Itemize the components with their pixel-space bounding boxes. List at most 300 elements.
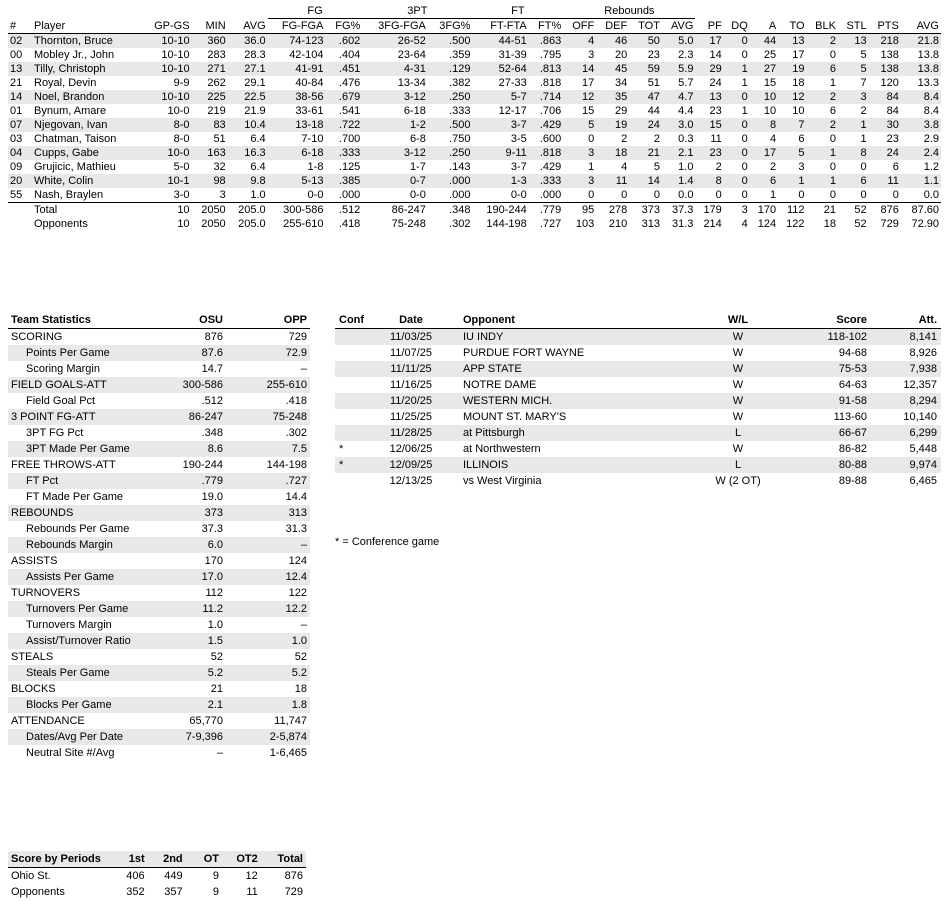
player-def-reb: 35 <box>614 91 628 103</box>
game-attendance: 9,974 <box>909 459 937 471</box>
team-stat-osu: 17.0 <box>201 571 223 583</box>
team-stat-label: 3 POINT FG-ATT <box>11 411 96 423</box>
game-score: 80-88 <box>838 459 867 471</box>
game-result: W <box>732 363 744 375</box>
total-fg: 300-586 <box>268 203 326 218</box>
opp-def-reb: 210 <box>608 218 628 230</box>
opp-min: 2050 <box>201 218 226 230</box>
table-row <box>8 34 941 49</box>
game-result: L <box>734 427 742 439</box>
player-off-reb: 17 <box>582 77 595 89</box>
col-a: A <box>750 19 778 34</box>
team-stat-opp: 18 <box>294 683 307 695</box>
player-ft-pct: .813 <box>539 63 562 75</box>
player-gpgs: 10-10 <box>161 35 190 47</box>
player-stats-group-header-row <box>8 4 941 19</box>
schedule-col-opponent: Opponent <box>453 312 699 329</box>
player-min: 98 <box>213 175 226 187</box>
score-by-periods-table <box>8 851 306 900</box>
player-3fg: 6-18 <box>403 105 426 117</box>
player-ft: 52-64 <box>498 63 527 75</box>
player-stats-column-header-row <box>8 19 941 34</box>
player-blocks: 0 <box>829 49 836 61</box>
player-ft: 44-51 <box>498 35 527 47</box>
player-reb-avg: 0.0 <box>678 189 694 201</box>
player-3fg-pct: .750 <box>449 133 471 145</box>
player-steals: 1 <box>860 133 867 145</box>
player-assists: 15 <box>763 77 777 89</box>
col-3fg-fga: 3FG-FGA <box>362 19 428 34</box>
game-conf-marker <box>335 329 369 346</box>
player-dq: 0 <box>741 189 748 201</box>
player-reb-avg: 5.9 <box>678 63 694 75</box>
player-ft-pct: .818 <box>539 77 562 89</box>
table-row <box>8 146 941 160</box>
player-off-reb: 1 <box>588 161 595 173</box>
team-stat-osu: 112 <box>205 587 223 599</box>
group-header-3pt: 3PT <box>362 4 472 19</box>
player-steals: 2 <box>860 105 867 117</box>
player-reb-avg: 3.0 <box>678 119 694 131</box>
game-opponent: PURDUE FORT WAYNE <box>463 347 585 359</box>
player-points: 6 <box>892 161 899 173</box>
team-stat-row <box>8 681 310 697</box>
team-stat-opp: 72.9 <box>285 347 307 359</box>
spacer-cell <box>192 4 228 19</box>
player-ft-pct: .706 <box>539 105 562 117</box>
team-stat-opp: 11,747 <box>274 715 307 727</box>
player-turnovers: 18 <box>792 77 805 89</box>
total-def-reb: 278 <box>596 203 629 218</box>
player-def-reb: 46 <box>614 35 628 47</box>
game-result: L <box>734 459 742 471</box>
total-gpgs: 10 <box>142 203 192 218</box>
team-stat-row <box>8 473 310 489</box>
player-steals: 6 <box>860 175 867 187</box>
player-pts-avg: 0.0 <box>923 189 939 201</box>
col-off: OFF <box>563 19 596 34</box>
player-gpgs: 10-10 <box>161 63 190 75</box>
player-ft-pct: .600 <box>539 133 562 145</box>
opp-reb-avg: 31.3 <box>672 218 694 230</box>
player-tot-reb: 0 <box>653 189 660 201</box>
player-pf: 8 <box>715 175 722 187</box>
team-stat-label: Neutral Site #/Avg <box>26 747 115 759</box>
game-score: 75-53 <box>838 363 867 375</box>
team-stat-row <box>8 745 310 761</box>
team-total-row <box>8 203 941 218</box>
score-periods-total: 876 <box>284 870 303 882</box>
opponents-total-row <box>8 217 941 231</box>
player-def-reb: 34 <box>614 77 628 89</box>
opp-dq: 4 <box>741 218 748 230</box>
opp-label: Opponents <box>34 218 88 230</box>
total-label: Total <box>32 203 142 218</box>
player-ft-pct: .333 <box>539 175 562 187</box>
team-stat-opp: 124 <box>288 555 307 567</box>
player-steals: 5 <box>860 63 867 75</box>
team-stat-opp: .302 <box>285 427 307 439</box>
col-player: Player <box>32 19 142 34</box>
player-fg-pct: .602 <box>338 35 361 47</box>
game-date: 12/09/25 <box>389 459 433 471</box>
player-fg: 40-84 <box>295 77 324 89</box>
player-steals: 0 <box>860 161 867 173</box>
player-reb-avg: 2.3 <box>678 49 694 61</box>
player-ft-pct: .863 <box>539 35 562 47</box>
player-blocks: 2 <box>829 35 836 47</box>
player-ft-pct: .818 <box>539 147 562 159</box>
team-stat-opp: 729 <box>288 331 307 343</box>
player-turnovers: 17 <box>792 49 805 61</box>
game-result: W (2 OT) <box>715 475 761 487</box>
schedule-game-row <box>335 329 941 346</box>
team-stat-row <box>8 393 310 409</box>
team-stat-row <box>8 633 310 649</box>
player-assists: 1 <box>770 189 777 201</box>
player-number: 02 <box>10 35 23 47</box>
player-gpgs: 10-1 <box>167 175 190 187</box>
player-min: 83 <box>213 119 226 131</box>
player-off-reb: 15 <box>582 105 595 117</box>
score-periods-col-2nd: 2nd <box>148 851 186 868</box>
team-stat-label: Points Per Game <box>26 347 110 359</box>
spacer-cell <box>32 4 142 19</box>
player-reb-avg: 5.7 <box>678 77 694 89</box>
team-stat-row <box>8 649 310 665</box>
player-fg-pct: .404 <box>338 49 361 61</box>
player-def-reb: 20 <box>614 49 628 61</box>
schedule-game-row <box>335 441 941 457</box>
player-def-reb: 0 <box>621 189 628 201</box>
game-attendance: 5,448 <box>909 443 937 455</box>
total-pf: 179 <box>695 203 723 218</box>
team-stat-osu: 300-586 <box>182 379 223 391</box>
player-pf: 23 <box>709 105 722 117</box>
group-header-rebounds: Rebounds <box>563 4 695 19</box>
total-pts-avg: 87.60 <box>901 203 941 218</box>
game-result: W <box>732 395 744 407</box>
player-assists: 4 <box>770 133 777 145</box>
player-min: 51 <box>213 133 226 145</box>
player-points: 23 <box>886 133 899 145</box>
player-min: 219 <box>207 105 226 117</box>
player-min-avg: 28.3 <box>244 49 266 61</box>
opp-gpgs: 10 <box>177 218 190 230</box>
team-stat-opp: 14.4 <box>285 491 307 503</box>
player-assists: 10 <box>763 91 777 103</box>
player-statistics-table <box>8 4 941 231</box>
player-tot-reb: 5 <box>653 161 660 173</box>
team-stat-row <box>8 521 310 537</box>
team-stat-osu: – <box>216 747 223 759</box>
game-attendance: 6,465 <box>909 475 937 487</box>
schedule-game-row <box>335 457 941 473</box>
col-stl: STL <box>838 19 869 34</box>
player-dq: 0 <box>741 133 748 145</box>
opp-ft-pct: .727 <box>539 218 562 230</box>
schedule-col-wl: W/L <box>699 312 777 329</box>
player-ft: 9-11 <box>505 147 527 159</box>
player-min-avg: 16.3 <box>244 147 266 159</box>
team-stat-label: Steals Per Game <box>26 667 110 679</box>
player-pts-avg: 13.3 <box>917 77 939 89</box>
team-stat-label: FREE THROWS-ATT <box>11 459 116 471</box>
opp-off-reb: 103 <box>575 218 595 230</box>
team-stat-label: 3PT Made Per Game <box>26 443 130 455</box>
team-stat-label: Field Goal Pct <box>26 395 96 407</box>
player-gpgs: 5-0 <box>173 161 190 173</box>
team-stat-row <box>8 553 310 569</box>
player-assists: 44 <box>763 35 777 47</box>
game-date: 11/25/25 <box>389 411 432 423</box>
player-off-reb: 12 <box>582 91 595 103</box>
player-turnovers: 6 <box>798 133 805 145</box>
total-points: 876 <box>869 203 901 218</box>
player-min-avg: 29.1 <box>244 77 266 89</box>
player-steals: 3 <box>860 91 867 103</box>
player-blocks: 2 <box>829 119 836 131</box>
schedule-game-row <box>335 345 941 361</box>
table-row <box>8 62 941 76</box>
score-periods-ot2: 12 <box>245 870 258 882</box>
team-stat-label: TURNOVERS <box>11 587 81 599</box>
player-blocks: 0 <box>829 133 836 145</box>
player-name: Mobley Jr., John <box>34 49 115 61</box>
player-points: 138 <box>880 49 899 61</box>
col-gpgs: GP-GS <box>142 19 192 34</box>
player-number: 13 <box>10 63 23 75</box>
player-pf: 13 <box>709 91 722 103</box>
player-dq: 0 <box>741 49 748 61</box>
player-pf: 11 <box>710 133 722 145</box>
player-off-reb: 14 <box>582 63 595 75</box>
player-fg-pct: .385 <box>338 175 361 187</box>
player-def-reb: 19 <box>614 119 628 131</box>
player-name: Tilly, Christoph <box>34 63 106 75</box>
team-stat-label: Scoring Margin <box>26 363 100 375</box>
game-score: 66-67 <box>838 427 867 439</box>
team-stat-osu: 86-247 <box>188 411 223 423</box>
game-conf-marker: * <box>339 459 344 471</box>
player-reb-avg: 4.7 <box>678 91 694 103</box>
opp-points: 729 <box>880 218 899 230</box>
team-stat-row <box>8 345 310 361</box>
player-ft: 27-33 <box>498 77 527 89</box>
game-attendance: 8,294 <box>909 395 937 407</box>
total-off-reb: 95 <box>563 203 596 218</box>
player-blocks: 6 <box>829 105 836 117</box>
player-gpgs: 9-9 <box>173 77 190 89</box>
game-attendance: 8,926 <box>909 347 937 359</box>
team-stat-opp: – <box>300 619 307 631</box>
player-points: 84 <box>886 105 899 117</box>
player-3fg-pct: .500 <box>449 119 471 131</box>
player-min-avg: 21.9 <box>244 105 266 117</box>
col-reb-avg: AVG <box>662 19 696 34</box>
player-pts-avg: 8.4 <box>923 91 939 103</box>
player-gpgs: 8-0 <box>173 119 190 131</box>
game-conf-marker <box>335 361 369 377</box>
player-3fg-pct: .500 <box>449 35 471 47</box>
team-stat-row <box>8 617 310 633</box>
team-stat-row <box>8 489 310 505</box>
schedule-game-row <box>335 473 941 489</box>
col-to: TO <box>778 19 806 34</box>
player-pts-avg: 21.8 <box>917 35 939 47</box>
game-opponent: at Pittsburgh <box>463 427 525 439</box>
table-row <box>8 104 941 118</box>
player-fg: 38-56 <box>295 91 324 103</box>
team-stat-label: ASSISTS <box>11 555 58 567</box>
player-assists: 10 <box>763 105 777 117</box>
game-conf-marker <box>335 473 369 489</box>
game-opponent: vs West Virginia <box>463 475 542 487</box>
team-stat-osu: 1.0 <box>207 619 223 631</box>
team-stat-opp: 7.5 <box>291 443 307 455</box>
game-attendance: 7,938 <box>909 363 937 375</box>
player-fg-pct: .000 <box>338 189 361 201</box>
game-date: 11/11/25 <box>390 363 432 375</box>
player-fg: 74-123 <box>289 35 324 47</box>
team-stat-osu: 190-244 <box>182 459 223 471</box>
team-stat-row <box>8 585 310 601</box>
game-conf-marker <box>335 425 369 441</box>
player-fg: 13-18 <box>295 119 324 131</box>
player-pts-avg: 2.4 <box>923 147 939 159</box>
player-pf: 23 <box>709 147 722 159</box>
team-stat-label: Blocks Per Game <box>26 699 112 711</box>
player-number: 09 <box>10 161 23 173</box>
player-3fg-pct: .333 <box>449 105 471 117</box>
player-number: 20 <box>10 175 23 187</box>
team-stat-osu: 2.1 <box>207 699 223 711</box>
player-pf: 29 <box>709 63 722 75</box>
team-stat-label: FIELD GOALS-ATT <box>11 379 107 391</box>
player-min-avg: 10.4 <box>244 119 266 131</box>
col-fg-pct: FG% <box>325 19 362 34</box>
player-reb-avg: 1.0 <box>678 161 694 173</box>
player-def-reb: 29 <box>614 105 628 117</box>
conference-game-note: * = Conference game <box>335 536 440 548</box>
player-tot-reb: 51 <box>647 77 660 89</box>
team-stat-label: BLOCKS <box>11 683 56 695</box>
player-number: 14 <box>10 91 23 103</box>
team-stats-header-row <box>8 312 310 329</box>
team-stat-osu: 14.7 <box>201 363 223 375</box>
player-dq: 1 <box>741 63 748 75</box>
team-stat-label: Turnovers Per Game <box>26 603 129 615</box>
total-reb-avg: 37.3 <box>662 203 696 218</box>
game-score: 86-82 <box>838 443 867 455</box>
team-stat-label: Dates/Avg Per Date <box>26 731 124 743</box>
player-min-avg: 6.4 <box>250 133 266 145</box>
player-tot-reb: 21 <box>647 147 660 159</box>
player-name: Cupps, Gabe <box>34 147 99 159</box>
player-tot-reb: 2 <box>653 133 660 145</box>
team-stat-opp: 2-5,874 <box>269 731 307 743</box>
col-min: MIN <box>192 19 228 34</box>
game-result: W <box>732 331 744 343</box>
total-blocks: 21 <box>807 203 838 218</box>
game-conf-marker: * <box>339 443 344 455</box>
team-stat-label: Rebounds Margin <box>26 539 113 551</box>
player-number: 03 <box>10 133 23 145</box>
team-stat-osu: 21 <box>210 683 223 695</box>
player-dq: 1 <box>741 77 748 89</box>
player-pts-avg: 8.4 <box>923 105 939 117</box>
player-assists: 27 <box>763 63 777 75</box>
player-min-avg: 9.8 <box>250 175 266 187</box>
player-ft: 1-3 <box>510 175 527 187</box>
player-off-reb: 3 <box>588 147 595 159</box>
team-stat-opp: 31.3 <box>285 523 307 535</box>
spacer-cell <box>695 4 723 19</box>
team-stats-osu-header: OSU <box>142 312 226 329</box>
player-min: 283 <box>207 49 226 61</box>
player-fg-pct: .333 <box>338 147 361 159</box>
team-stat-row <box>8 377 310 393</box>
player-name: Njegovan, Ivan <box>34 119 108 131</box>
player-points: 138 <box>880 63 899 75</box>
score-periods-ot: 9 <box>212 870 219 882</box>
opp-pf: 214 <box>703 218 722 230</box>
team-stat-opp: 255-610 <box>266 379 307 391</box>
team-stat-osu: 7-9,396 <box>185 731 223 743</box>
player-fg-pct: .679 <box>338 91 361 103</box>
team-stat-opp: 122 <box>288 587 307 599</box>
player-3fg-pct: .382 <box>449 77 471 89</box>
opp-number <box>8 217 32 231</box>
team-stat-label: ATTENDANCE <box>11 715 85 727</box>
spacer-cell <box>838 4 869 19</box>
game-score: 118-102 <box>827 331 867 343</box>
player-3fg: 1-7 <box>409 161 426 173</box>
table-row <box>8 90 941 104</box>
total-ft-pct: .779 <box>529 203 564 218</box>
score-periods-col-1st: 1st <box>110 851 148 868</box>
player-3fg: 26-52 <box>397 35 426 47</box>
player-3fg: 3-12 <box>403 91 426 103</box>
game-opponent: at Northwestern <box>463 443 541 455</box>
spacer-cell <box>228 4 268 19</box>
player-fg-pct: .476 <box>338 77 361 89</box>
player-def-reb: 11 <box>615 175 628 187</box>
player-off-reb: 4 <box>588 35 595 47</box>
col-ft-pct: FT% <box>529 19 564 34</box>
player-pts-avg: 1.2 <box>923 161 939 173</box>
player-min: 271 <box>207 63 226 75</box>
game-score: 113-60 <box>833 411 867 423</box>
score-periods-col-total: Total <box>261 851 306 868</box>
schedule-header-row <box>335 312 941 329</box>
team-stat-row <box>8 505 310 521</box>
total-min: 2050 <box>192 203 228 218</box>
spacer-cell <box>807 4 838 19</box>
game-date: 12/06/25 <box>389 443 433 455</box>
team-stat-row <box>8 665 310 681</box>
team-stat-osu: 876 <box>204 331 223 343</box>
team-stat-row <box>8 361 310 377</box>
player-points: 218 <box>880 35 899 47</box>
schedule-game-row <box>335 393 941 409</box>
score-periods-team: Ohio St. <box>11 870 51 882</box>
player-pts-avg: 2.9 <box>923 133 939 145</box>
team-stat-osu: 65,770 <box>189 715 223 727</box>
table-row <box>8 48 941 62</box>
player-3fg-pct: .129 <box>449 63 471 75</box>
player-assists: 17 <box>763 147 777 159</box>
